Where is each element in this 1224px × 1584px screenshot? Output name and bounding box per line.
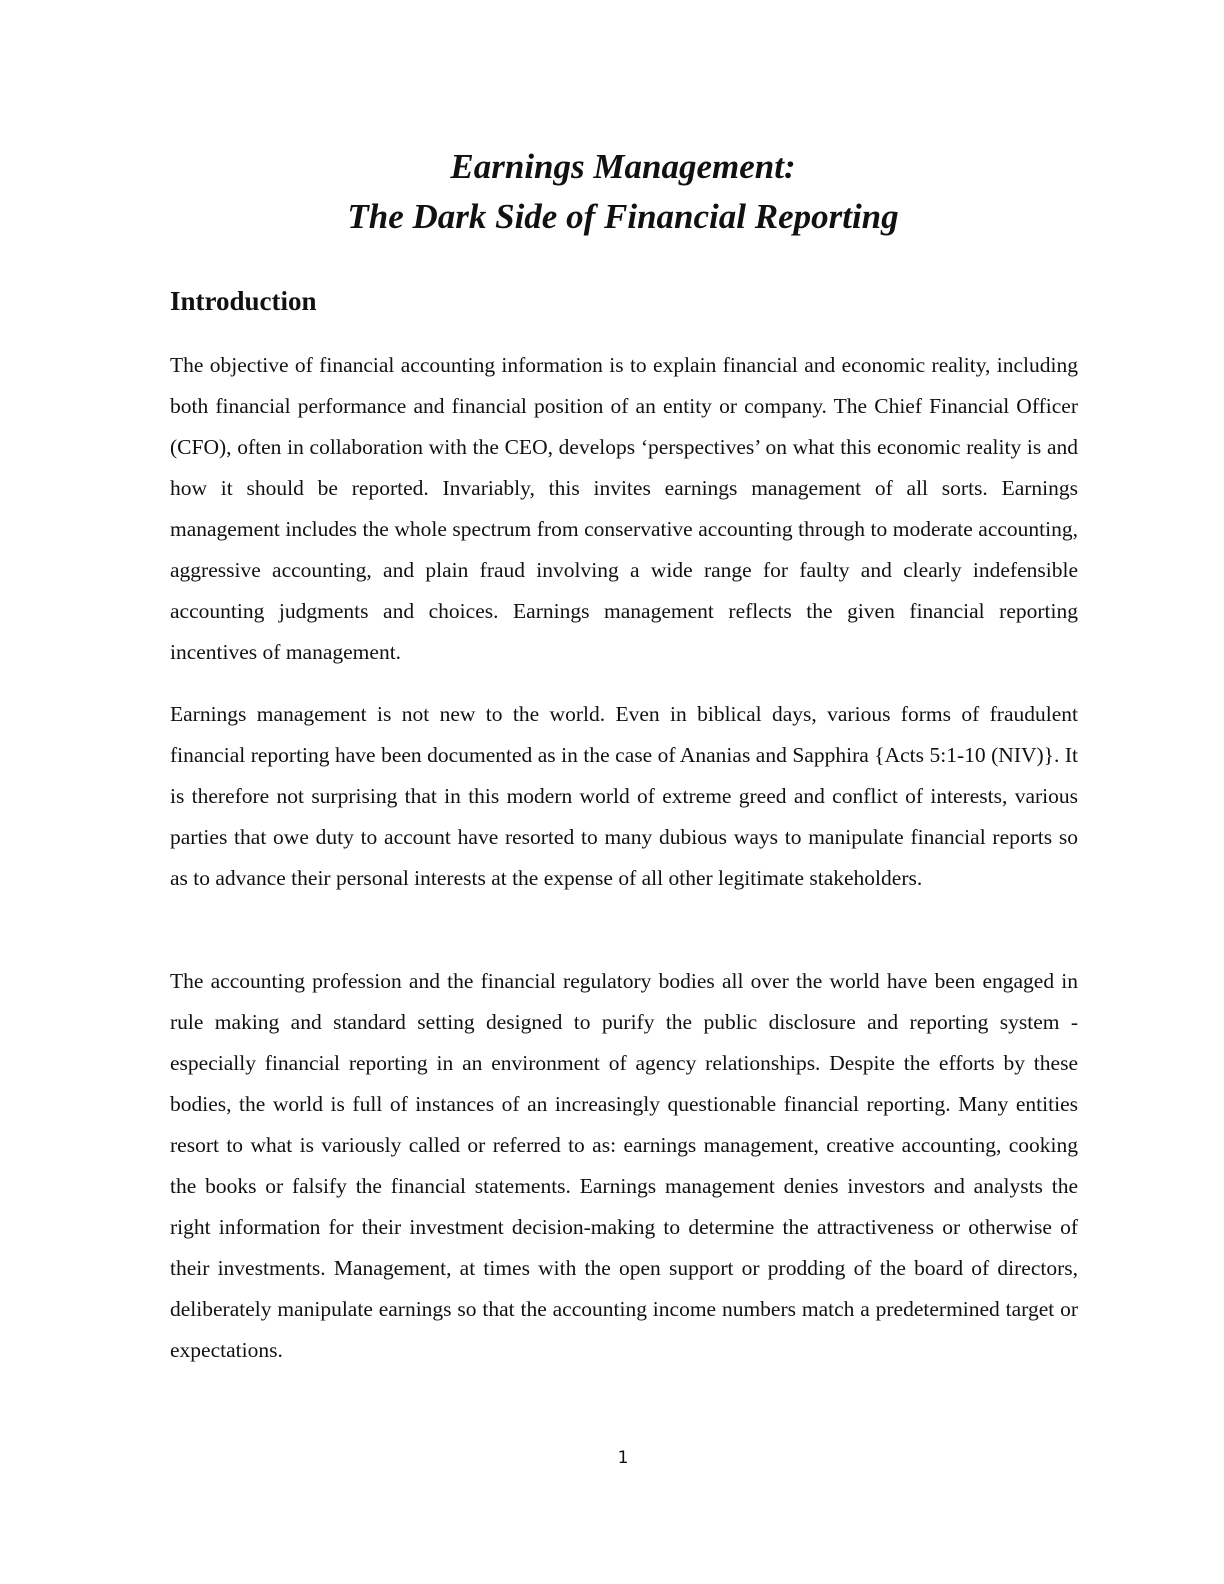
paragraph-3: The accounting profession and the financial regulatory bodies all over the world have been engaged in rule making and standard setting designed to purify the public disclosure and reporting system - especially financial reporting in an environment of agency relationships. Despite the efforts by these bodies, the world is full of instances of an increasingly questionable financial reporting. Many entities resort to what is variously called or referred to as: earnings management, creative accounting, cooking the books or falsify the financial statements. Earnings management denies investors and analysts the right information for their investment decision-making to determine the attractiveness or otherwise of their investments. Management, at times with the open support or prodding of the board of directors, deliberately manipulate earnings so that the accounting income numbers match a predetermined target or expectations. [170,969,1078,1362]
document-title [0,142,1224,242]
paragraph-1: The objective of financial accounting information is to explain financial and economic reality, including both financial performance and financial position of an entity or company. The Chief Financial Officer (CFO), often in collaboration with the CEO, develops ‘perspectives’ on what this economic reality is and how it should be reported. Invariably, this invites earnings management of all sorts. Earnings management includes the whole spectrum from conservative accounting through to moderate accounting, aggressive accounting, and plain fraud involving a wide range for faulty and clearly indefensible accounting judgments and choices. Earnings management reflects the given financial reporting incentives of management. [170,353,1078,664]
page-number: 1 [617,1448,629,1468]
title-line-1: Earnings Management: [450,147,796,186]
paragraph-2: Earnings management is not new to the world. Even in biblical days, various forms of fraudulent financial reporting have been documented as in the case of Ananias and Sapphira {Acts 5:1-10 (NIV)}. It is therefore not surprising that in this modern world of extreme greed and conflict of interests, various parties that owe duty to account have resorted to many dubious ways to manipulate financial reports so as to advance their personal interests at the expense of all other legitimate stakeholders. [170,702,1078,890]
section-heading: Introduction [170,286,317,316]
title-line-2: The Dark Side of Financial Reporting [347,197,899,236]
